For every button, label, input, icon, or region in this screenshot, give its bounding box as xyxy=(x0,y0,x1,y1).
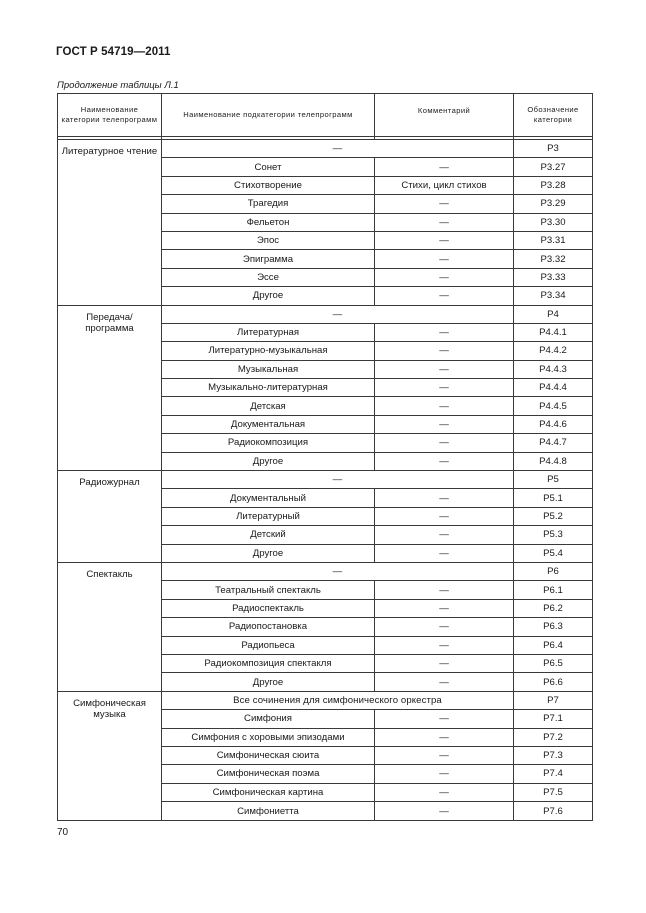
category-summary-cell: — xyxy=(162,562,514,580)
subcategory-name-cell: Фельетон xyxy=(162,213,375,231)
subcategory-code-cell: Р4.4.1 xyxy=(514,323,593,341)
header-comment: Комментарий xyxy=(375,94,514,137)
subcategory-code-cell: Р7.1 xyxy=(514,710,593,728)
comment-cell: — xyxy=(375,746,514,764)
category-name-cell: Спектакль xyxy=(58,562,162,691)
comment-cell: — xyxy=(375,581,514,599)
subcategory-code-cell: Р4.4.4 xyxy=(514,379,593,397)
subcategory-name-cell: Документальная xyxy=(162,415,375,433)
comment-cell: — xyxy=(375,765,514,783)
subcategory-code-cell: Р7.2 xyxy=(514,728,593,746)
subcategory-name-cell: Симфоническая картина xyxy=(162,783,375,801)
subcategory-name-cell: Литературный xyxy=(162,507,375,525)
table-caption: Продолжение таблицы Л.1 xyxy=(57,80,179,91)
subcategory-name-cell: Эпос xyxy=(162,231,375,249)
table-body xyxy=(58,94,593,821)
table-header-row xyxy=(58,94,593,137)
subcategory-code-cell: Р4.4.8 xyxy=(514,452,593,470)
comment-cell: — xyxy=(375,268,514,286)
comment-cell: — xyxy=(375,489,514,507)
comment-cell: — xyxy=(375,636,514,654)
subcategory-name-cell: Радиоспектакль xyxy=(162,599,375,617)
comment-cell: — xyxy=(375,250,514,268)
subcategory-name-cell: Стихотворение xyxy=(162,176,375,194)
subcategory-code-cell: Р6.3 xyxy=(514,618,593,636)
comment-cell: — xyxy=(375,728,514,746)
subcategory-code-cell: Р4.4.5 xyxy=(514,397,593,415)
subcategory-name-cell: Радиопостановка xyxy=(162,618,375,636)
comment-cell: Стихи, цикл стихов xyxy=(375,176,514,194)
subcategory-code-cell: Р3.32 xyxy=(514,250,593,268)
subcategory-name-cell: Другое xyxy=(162,452,375,470)
comment-cell: — xyxy=(375,213,514,231)
subcategory-code-cell: Р3.34 xyxy=(514,287,593,305)
subcategory-name-cell: Эссе xyxy=(162,268,375,286)
subcategory-code-cell: Р3.33 xyxy=(514,268,593,286)
comment-cell: — xyxy=(375,360,514,378)
subcategory-code-cell: Р7.4 xyxy=(514,765,593,783)
document-standard-title: ГОСТ Р 54719—2011 xyxy=(56,46,171,58)
comment-cell: — xyxy=(375,618,514,636)
subcategory-name-cell: Симфоническая поэма xyxy=(162,765,375,783)
comment-cell: — xyxy=(375,195,514,213)
comment-cell: — xyxy=(375,323,514,341)
subcategory-code-cell: Р7.6 xyxy=(514,802,593,821)
category-name-cell: Передача/ программа xyxy=(58,305,162,471)
comment-cell: — xyxy=(375,158,514,176)
category-summary-row xyxy=(58,140,593,158)
subcategory-name-cell: Эпиграмма xyxy=(162,250,375,268)
header-category: Наименование категории телепрограмм xyxy=(58,94,162,137)
subcategory-name-cell: Симфония xyxy=(162,710,375,728)
subcategory-code-cell: Р4.4.2 xyxy=(514,342,593,360)
comment-cell: — xyxy=(375,673,514,691)
subcategory-code-cell: Р6.6 xyxy=(514,673,593,691)
comment-cell: — xyxy=(375,710,514,728)
subcategory-code-cell: Р3.30 xyxy=(514,213,593,231)
subcategory-name-cell: Театральный спектакль xyxy=(162,581,375,599)
category-code-cell: Р7 xyxy=(514,691,593,709)
category-code-cell: Р6 xyxy=(514,562,593,580)
subcategory-name-cell: Детская xyxy=(162,397,375,415)
subcategory-name-cell: Трагедия xyxy=(162,195,375,213)
comment-cell: — xyxy=(375,526,514,544)
comment-cell: — xyxy=(375,434,514,452)
subcategory-code-cell: Р3.28 xyxy=(514,176,593,194)
subcategory-code-cell: Р6.4 xyxy=(514,636,593,654)
subcategory-name-cell: Симфоническая сюита xyxy=(162,746,375,764)
category-summary-cell: — xyxy=(162,140,514,158)
comment-cell: — xyxy=(375,599,514,617)
category-code-cell: Р3 xyxy=(514,140,593,158)
subcategory-name-cell: Радиокомпозиция спектакля xyxy=(162,654,375,672)
subcategory-code-cell: Р6.5 xyxy=(514,654,593,672)
comment-cell: — xyxy=(375,802,514,821)
comment-cell: — xyxy=(375,397,514,415)
subcategory-code-cell: Р5.4 xyxy=(514,544,593,562)
comment-cell: — xyxy=(375,415,514,433)
category-summary-cell: — xyxy=(162,305,514,323)
subcategory-code-cell: Р4.4.6 xyxy=(514,415,593,433)
page-number: 70 xyxy=(57,827,69,838)
category-name-cell: Литературное чтение xyxy=(58,140,162,306)
subcategory-code-cell: Р3.31 xyxy=(514,231,593,249)
subcategory-code-cell: Р6.1 xyxy=(514,581,593,599)
header-code: Обозначение категории xyxy=(514,94,593,137)
subcategory-code-cell: Р4.4.3 xyxy=(514,360,593,378)
category-code-cell: Р5 xyxy=(514,471,593,489)
category-summary-row xyxy=(58,471,593,489)
category-summary-row xyxy=(58,691,593,709)
subcategory-name-cell: Литературно-музыкальная xyxy=(162,342,375,360)
category-summary-row xyxy=(58,305,593,323)
category-summary-cell: — xyxy=(162,471,514,489)
comment-cell: — xyxy=(375,544,514,562)
comment-cell: — xyxy=(375,452,514,470)
comment-cell: — xyxy=(375,287,514,305)
category-name-cell: Симфоническая музыка xyxy=(58,691,162,820)
category-code-cell: Р4 xyxy=(514,305,593,323)
comment-cell: — xyxy=(375,507,514,525)
header-subcategory: Наименование подкатегории телепрограмм xyxy=(162,94,375,137)
subcategory-name-cell: Симфониетта xyxy=(162,802,375,821)
comment-cell: — xyxy=(375,231,514,249)
subcategory-name-cell: Детский xyxy=(162,526,375,544)
comment-cell: — xyxy=(375,783,514,801)
subcategory-code-cell: Р5.1 xyxy=(514,489,593,507)
comment-cell: — xyxy=(375,654,514,672)
subcategory-code-cell: Р4.4.7 xyxy=(514,434,593,452)
comment-cell: — xyxy=(375,379,514,397)
subcategory-name-cell: Литературная xyxy=(162,323,375,341)
subcategory-name-cell: Сонет xyxy=(162,158,375,176)
subcategory-name-cell: Музыкально-литературная xyxy=(162,379,375,397)
subcategory-code-cell: Р6.2 xyxy=(514,599,593,617)
subcategory-name-cell: Другое xyxy=(162,673,375,691)
category-summary-cell: Все сочинения для симфонического оркестра xyxy=(162,691,514,709)
subcategory-code-cell: Р7.5 xyxy=(514,783,593,801)
subcategory-name-cell: Радиокомпозиция xyxy=(162,434,375,452)
subcategory-code-cell: Р3.27 xyxy=(514,158,593,176)
subcategory-name-cell: Документальный xyxy=(162,489,375,507)
subcategory-name-cell: Симфония с хоровыми эпизодами xyxy=(162,728,375,746)
subcategory-code-cell: Р7.3 xyxy=(514,746,593,764)
subcategory-name-cell: Музыкальная xyxy=(162,360,375,378)
program-category-table xyxy=(57,93,593,821)
category-summary-row xyxy=(58,562,593,580)
subcategory-name-cell: Радиопьеса xyxy=(162,636,375,654)
subcategory-name-cell: Другое xyxy=(162,287,375,305)
subcategory-name-cell: Другое xyxy=(162,544,375,562)
subcategory-code-cell: Р5.2 xyxy=(514,507,593,525)
category-name-cell: Радиожурнал xyxy=(58,471,162,563)
subcategory-code-cell: Р5.3 xyxy=(514,526,593,544)
comment-cell: — xyxy=(375,342,514,360)
subcategory-code-cell: Р3.29 xyxy=(514,195,593,213)
